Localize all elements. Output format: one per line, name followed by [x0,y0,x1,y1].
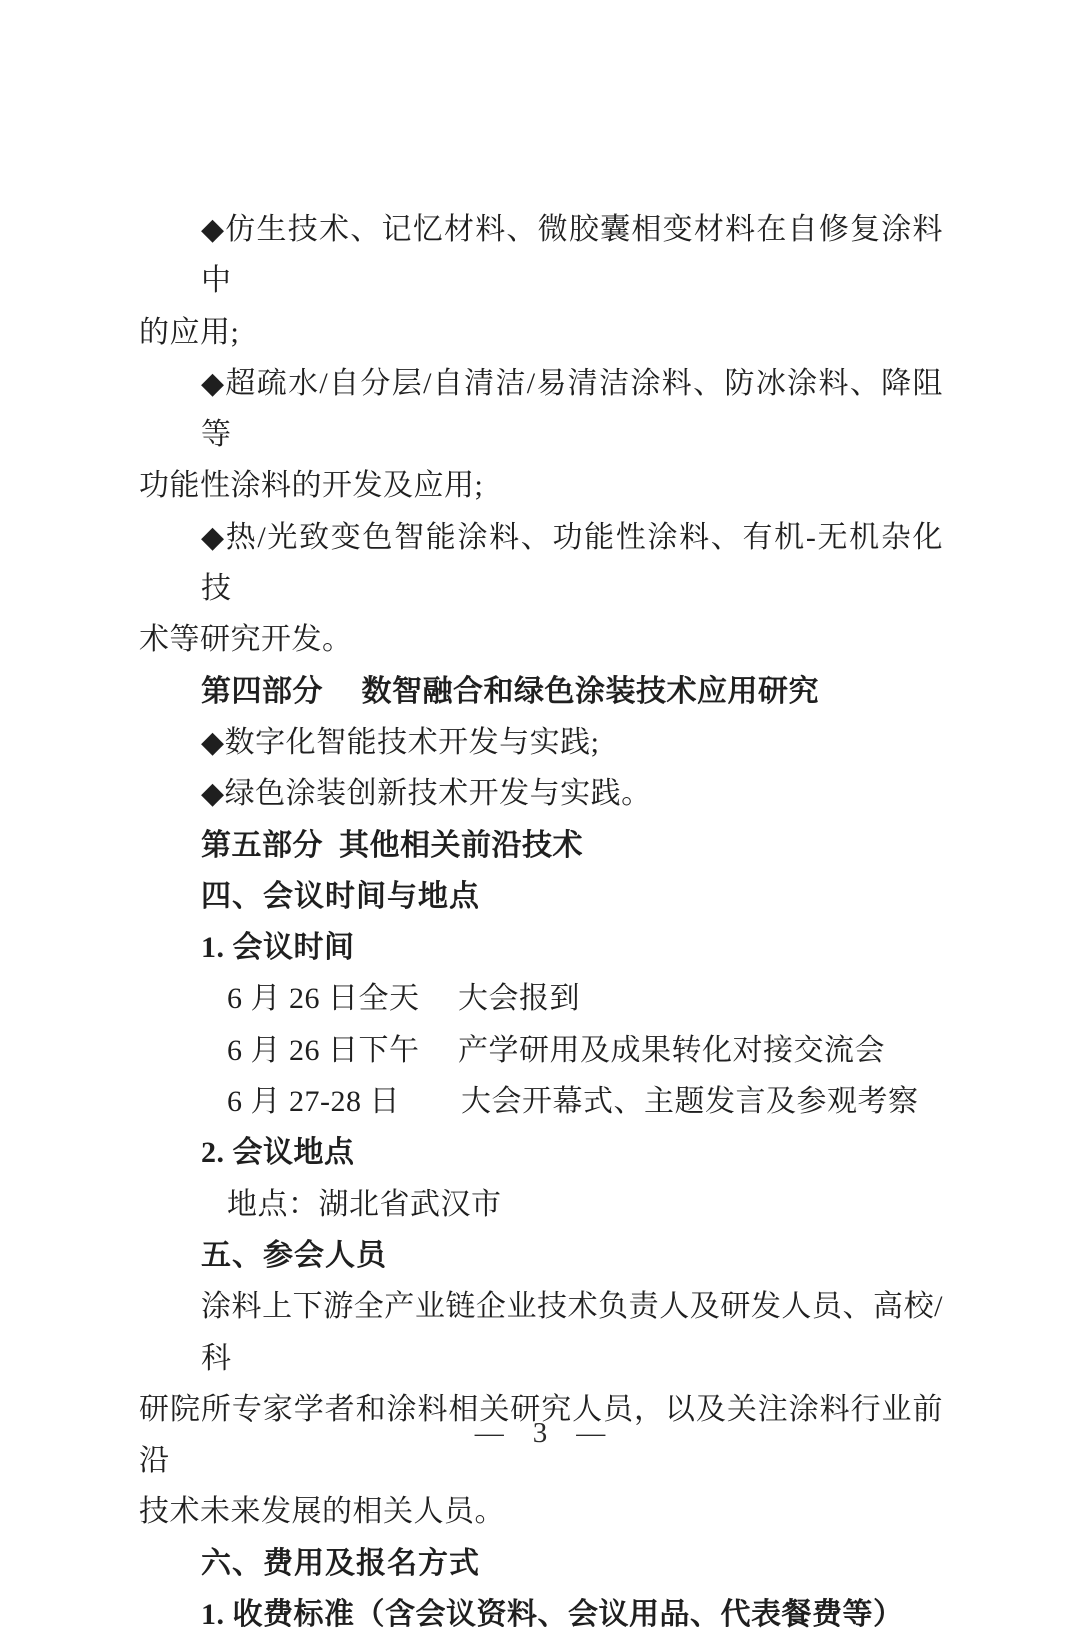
bullet-superhydrophobic-line2: 功能性涂料的开发及应用; [139,469,484,503]
part4-heading: 第四部分 数智融合和绿色涂装技术应用研究 [201,674,819,708]
bullet-thermochromic-line1: ◆热/光致变色智能涂料、功能性涂料、有机-无机杂化技 [201,520,943,606]
schedule-line-opening-ceremony: 6 月 27-28 日 大会开幕式、主题发言及参观考察 [227,1085,919,1119]
participants-paragraph-line3: 技术未来发展的相关人员。 [139,1495,505,1529]
schedule-line-exchange-meeting: 6 月 26 日下午 产学研用及成果转化对接交流会 [227,1033,885,1067]
section4-meeting-time-venue-heading: 四、会议时间与地点 [201,879,480,913]
page-number: — 3 — [474,1417,606,1449]
bullet-green-coating: ◆绿色涂装创新技术开发与实践。 [201,777,652,811]
bullet-thermochromic-line2: 术等研究开发。 [139,623,353,657]
part5-heading: 第五部分 其他相关前沿技术 [201,828,583,862]
bullet-biomimetic-line1: ◆仿生技术、记忆材料、微胶囊相变材料在自修复涂料中 [201,213,943,298]
schedule-line-registration: 6 月 26 日全天 大会报到 [227,982,580,1016]
subsection-meeting-time-heading: 1. 会议时间 [201,931,355,965]
bullet-digital-intelligence: ◆数字化智能技术开发与实践; [201,725,600,759]
participants-paragraph-line2: 研院所专家学者和涂料相关研究人员，以及关注涂料行业前沿 [139,1392,943,1478]
bullet-biomimetic-line2: 的应用; [139,315,240,349]
bullet-superhydrophobic-line1: ◆超疏水/自分层/自清洁/易清洁涂料、防冰涂料、降阻等 [201,366,943,452]
section5-participants-heading: 五、参会人员 [201,1238,387,1272]
venue-line: 地点：湖北省武汉市 [227,1187,502,1221]
fees-standard-subheading: 1. 收费标准（含会议资料、会议用品、代表餐费等） [201,1598,904,1632]
section6-fees-registration-heading: 六、费用及报名方式 [201,1546,480,1580]
participants-paragraph-line1: 涂料上下游全产业链企业技术负责人及研发人员、高校/科 [201,1290,943,1375]
subsection-meeting-venue-heading: 2. 会议地点 [201,1136,355,1170]
